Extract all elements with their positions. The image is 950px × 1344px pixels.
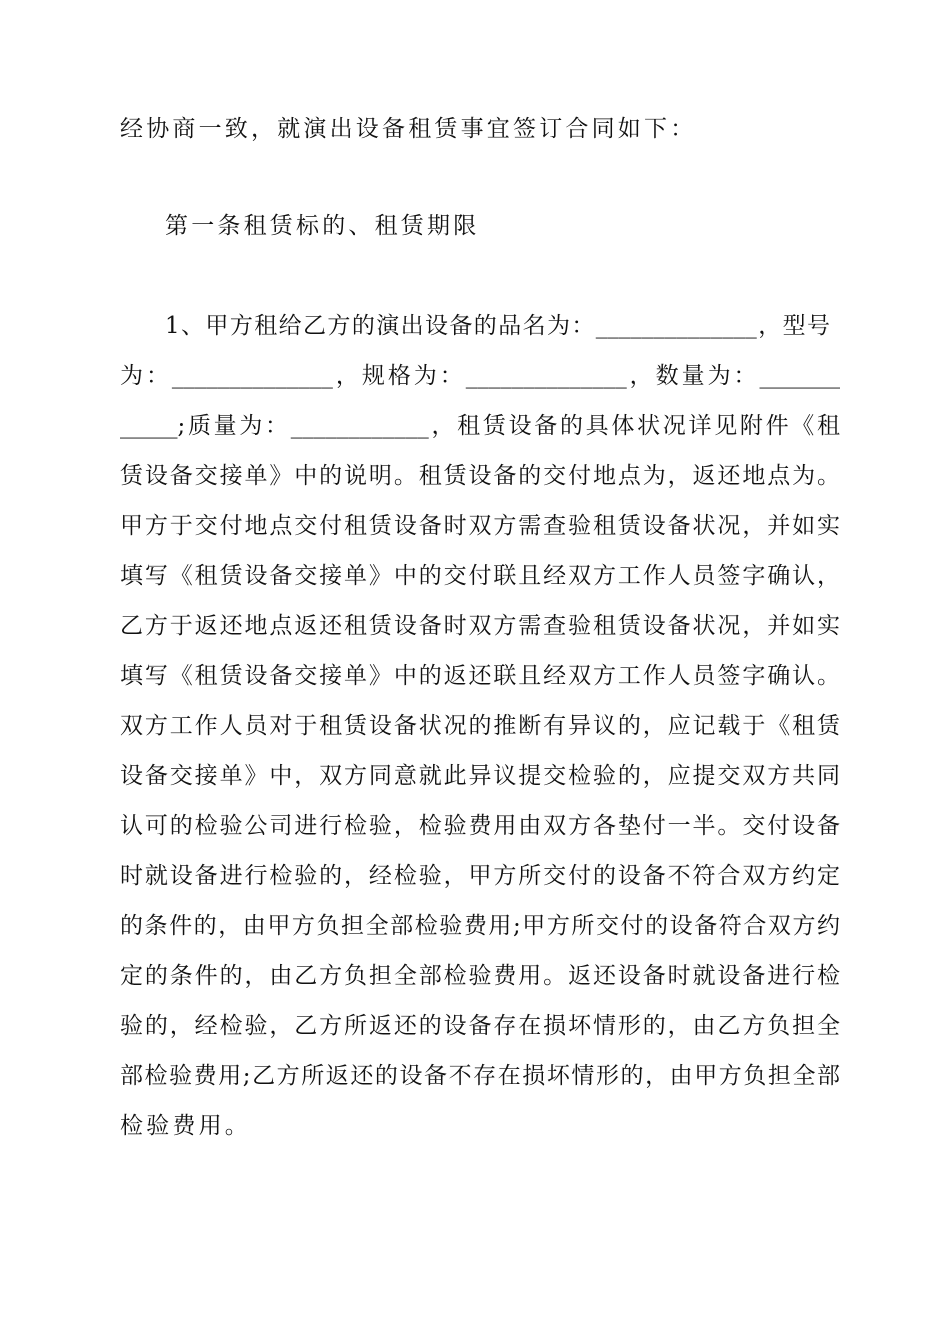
clause-line: 乙方于返还地点返还租赁设备时双方需查验租赁设备状况，并如实 xyxy=(120,613,840,639)
clause-line: 双方工作人员对于租赁设备状况的推断有异议的，应记载于《租赁 xyxy=(120,713,840,739)
clause-line: 填写《租赁设备交接单》中的返还联且经双方工作人员签字确认。 xyxy=(120,663,840,689)
clause-line: 1、甲方租给乙方的演出设备的品名为：______________，型号 xyxy=(165,313,830,339)
article-heading: 第一条租赁标的、租赁期限 xyxy=(165,213,480,239)
clause-line: _____;质量为：____________，租赁设备的具体状况详见附件《租 xyxy=(120,413,840,439)
clause-line: 部检验费用;乙方所返还的设备不存在损坏情形的，由甲方负担全部 xyxy=(120,1063,840,1089)
clause-line: 的条件的，由甲方负担全部检验费用;甲方所交付的设备符合双方约 xyxy=(120,913,840,939)
clause-line: 检验费用。 xyxy=(120,1113,251,1139)
clause-line: 设备交接单》中，双方同意就此异议提交检验的，应提交双方共同 xyxy=(120,763,840,789)
clause-line: 认可的检验公司进行检验，检验费用由双方各垫付一半。交付设备 xyxy=(120,813,840,839)
clause-line: 填写《租赁设备交接单》中的交付联且经双方工作人员签字确认， xyxy=(120,563,840,589)
clause-line: 验的，经检验，乙方所返还的设备存在损坏情形的，由乙方负担全 xyxy=(120,1013,840,1039)
clause-line: 定的条件的，由乙方负担全部检验费用。返还设备时就设备进行检 xyxy=(120,963,840,989)
clause-line: 时就设备进行检验的，经检验，甲方所交付的设备不符合双方约定 xyxy=(120,863,840,889)
clause-line: 甲方于交付地点交付租赁设备时双方需查验租赁设备状况，并如实 xyxy=(120,513,840,539)
clause-line: 赁设备交接单》中的说明。租赁设备的交付地点为，返还地点为。 xyxy=(120,463,840,489)
clause-line: 为：______________，规格为：______________，数量为：_______ xyxy=(120,363,840,389)
intro-paragraph: 经协商一致，就演出设备租赁事宜签订合同如下： xyxy=(120,116,697,142)
